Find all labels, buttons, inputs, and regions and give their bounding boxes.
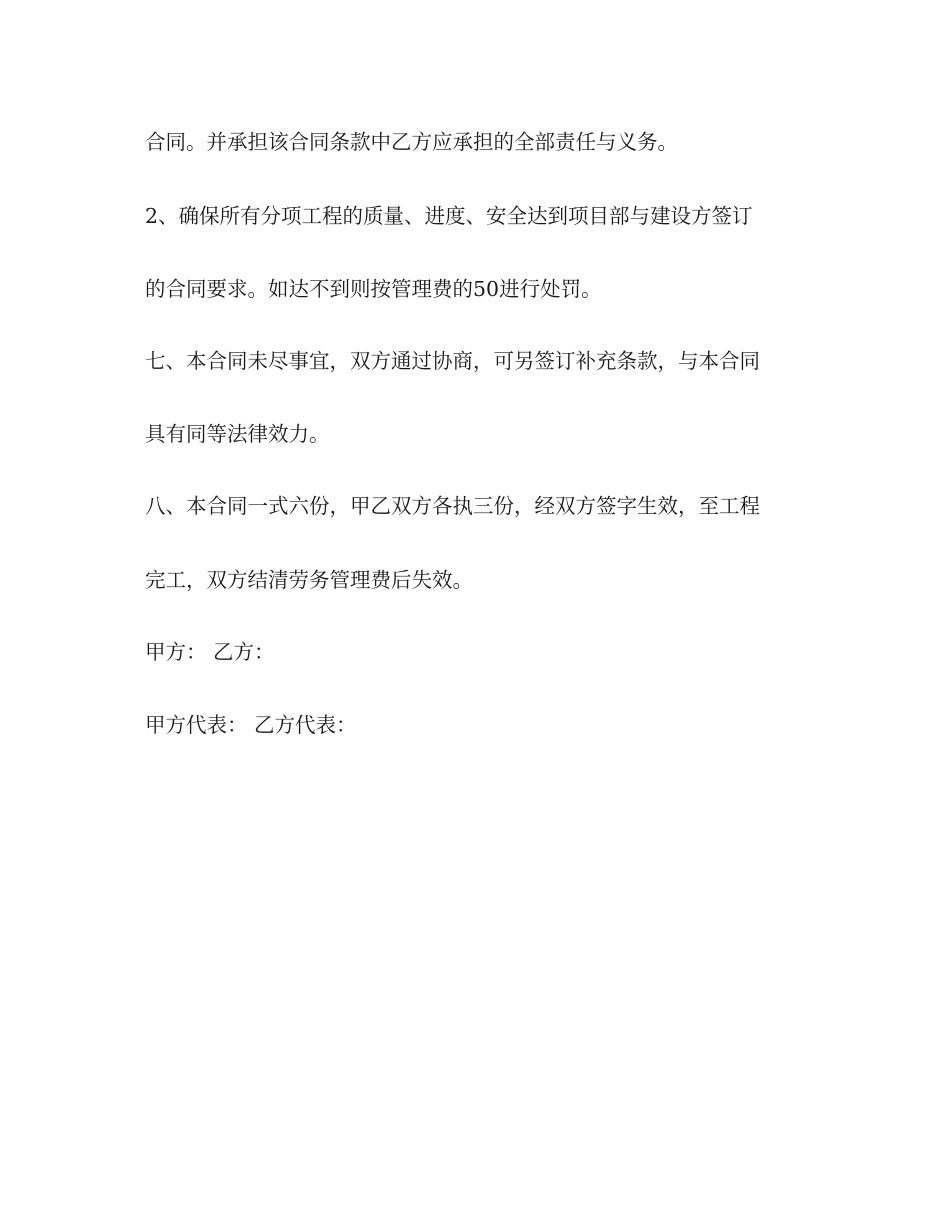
clause-text-line: 合同。并承担该合同条款中乙方应承担的全部责任与义务。	[145, 130, 678, 154]
clause-text-line: 七、本合同未尽事宜，双方通过协商，可另签订补充条款，与本合同	[145, 349, 760, 373]
clause-text-line: 2、确保所有分项工程的质量、进度、安全达到项目部与建设方签订	[145, 204, 753, 228]
clause-text-line: 的合同要求。如达不到则按管理费的50进行处罚。	[145, 277, 602, 301]
party-signature-line: 甲方： 乙方：	[145, 640, 275, 664]
clause-text-line: 八、本合同一式六份，甲乙双方各执三份，经双方签字生效，至工程	[145, 494, 760, 518]
clause-text-line: 具有同等法律效力。	[145, 422, 330, 446]
clause-text-line: 完工，双方结清劳务管理费后失效。	[145, 568, 473, 592]
representative-signature-line: 甲方代表： 乙方代表：	[145, 713, 357, 737]
